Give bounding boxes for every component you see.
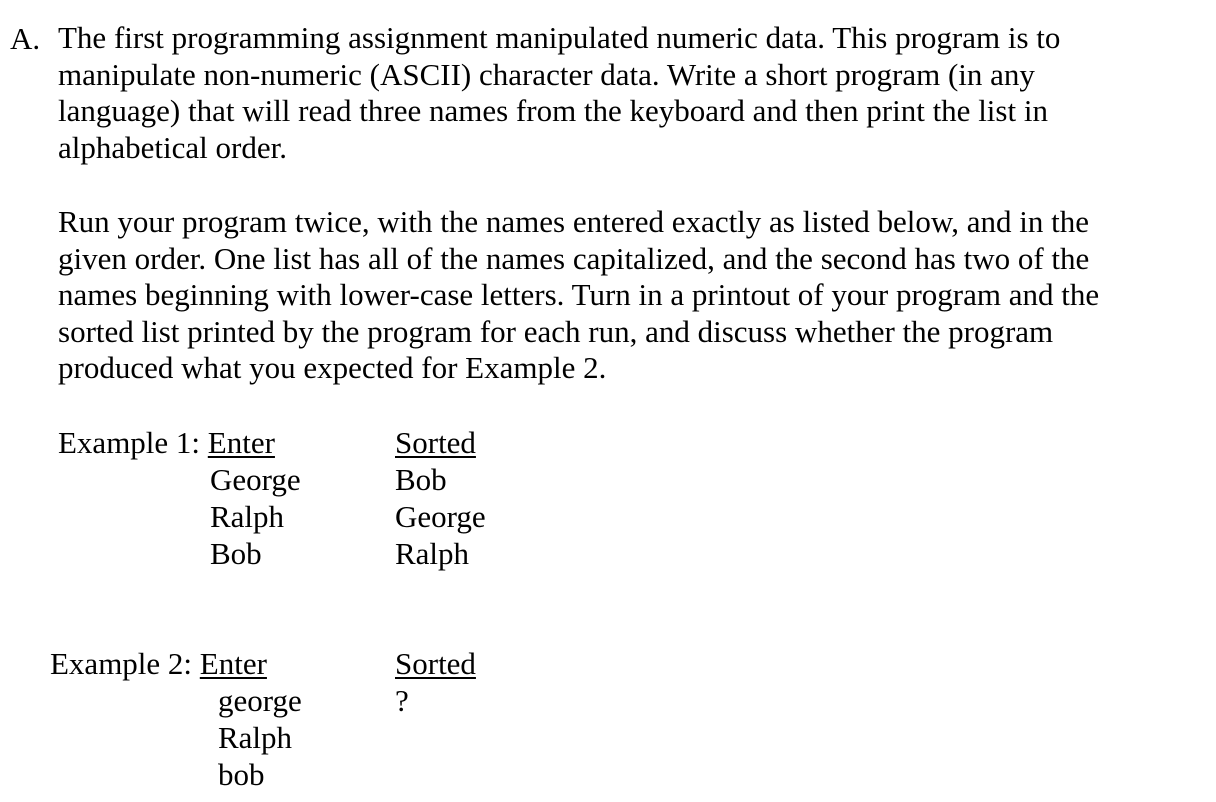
list-item: George [395,499,486,534]
example2-enter-list [218,682,302,793]
example2-label: Example 2: [50,646,200,681]
example1-enter-list [210,461,301,572]
list-item: bob [218,757,265,792]
paragraph-line: alphabetical order. [58,129,287,165]
example1-enter-heading: Enter [207,425,275,460]
paragraph-instructions [58,204,1099,387]
paragraph-line: manipulate non-numeric (ASCII) character data. Write a short program (in any [58,56,1035,92]
paragraph-intro [58,20,1060,166]
list-item: george [218,683,302,718]
paragraph-line: sorted list printed by the program for each run, and discuss whether the program [58,313,1054,349]
paragraph-line: names beginning with lower-case letters. Turn in a printout of your program and the [58,277,1100,312]
list-item: Ralph [218,720,293,755]
list-item: ? [395,683,409,718]
example2-enter-heading: Enter [199,646,267,681]
example2-sorted-list [395,682,409,719]
list-item: George [210,462,301,497]
paragraph-line: produced what you expected for Example 2. [58,350,607,385]
list-item: Bob [395,462,447,497]
paragraph-line: Run your program twice, with the names entered exactly as listed below, and in the [58,204,1090,239]
item-label: A. [10,21,41,56]
list-item: Bob [210,536,262,571]
list-item: Ralph [210,499,285,534]
example1-sorted-list [395,461,486,572]
paragraph-line: given order. One list has all of the names capitalized, and the second has two of the [58,240,1090,276]
example2-heading [50,645,267,682]
list-item: Ralph [395,536,470,571]
example2-sorted-heading: Sorted [395,646,476,681]
example1-sorted-heading: Sorted [395,425,476,460]
example1-label: Example 1: [58,425,208,460]
paragraph-line: language) that will read three names from the keyboard and then print the list in [58,93,1048,128]
example1-heading [58,424,275,461]
paragraph-line: The first programming assignment manipulated numeric data. This program is to [58,20,1061,55]
